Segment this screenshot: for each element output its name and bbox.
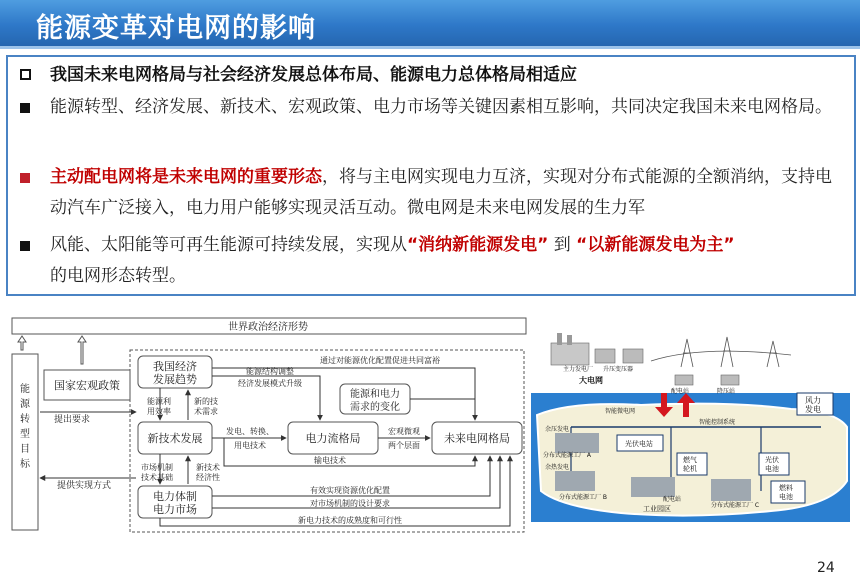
scene-pv-station: 光伏电站 bbox=[625, 440, 653, 448]
tech-label: 新技术发展 bbox=[147, 432, 203, 445]
bullet-pre-text: 风能、太阳能等可再生能源可持续发展，实现从 bbox=[50, 235, 407, 255]
scene-dist: 配电站 bbox=[663, 496, 682, 503]
grid-factors-diagram bbox=[10, 312, 530, 534]
economy-label: 发展趋势 bbox=[153, 373, 197, 386]
energy-target-box bbox=[12, 354, 38, 530]
demand-label: 能源和电力 bbox=[350, 389, 400, 400]
energy-target-char: 转 bbox=[20, 414, 30, 425]
efficiency-label: 能源利 bbox=[147, 397, 171, 406]
macro-micro-label: 宏观微观 bbox=[388, 427, 420, 436]
scene-dist-sub: 配电站 bbox=[671, 388, 690, 395]
provide-way-label: 提供实现方式 bbox=[56, 481, 112, 491]
structure-label: 能源结构调整 bbox=[246, 367, 294, 376]
world-situation-label: 世界政治经济形势 bbox=[228, 322, 308, 333]
generation-label: 用电技术 bbox=[234, 441, 266, 450]
scene-wind: 风力 bbox=[805, 396, 821, 405]
macro-micro-label: 两个层面 bbox=[388, 441, 420, 450]
energy-target-char: 源 bbox=[20, 399, 30, 410]
energy-target-char: 型 bbox=[20, 429, 30, 440]
highlight-text: “消纳新能源发电” bbox=[407, 235, 549, 255]
scene-micro: 智能微电网 bbox=[605, 408, 636, 415]
bullet-text bbox=[50, 230, 840, 292]
requirement-label: 提出要求 bbox=[53, 415, 91, 425]
scene-step-up: 升压变压器 bbox=[603, 366, 634, 373]
scene-factory-c: 分布式能源工厂 C bbox=[711, 502, 760, 509]
filled-square-icon bbox=[20, 173, 30, 183]
filled-square-icon bbox=[20, 103, 30, 113]
mechanism-label: 技术基础 bbox=[141, 473, 173, 482]
bullet-rest-text: ，将与主电网实现电力互济，实现对分布式能源的全额消纳，支持电动汽车广泛接入，电力用户能够实现灵活互动。微电网是未来电网发展的生力军 bbox=[50, 167, 832, 218]
scene-big-grid: 大电网 bbox=[579, 376, 603, 385]
scene-step-down: 降压站 bbox=[717, 388, 736, 395]
smart-grid-illustration bbox=[531, 331, 850, 522]
highlight-text: 主动配电网将是未来电网的重要形态 bbox=[50, 167, 322, 187]
new-tech-economy-label: 经济性 bbox=[196, 473, 220, 482]
design-label: 对市场机制的设计要求 bbox=[310, 499, 390, 508]
market-label: 电力体制 bbox=[153, 490, 197, 503]
new-requirement-label: 术需求 bbox=[194, 407, 218, 416]
bullet-box bbox=[6, 55, 856, 296]
filled-square-icon bbox=[20, 241, 30, 251]
title-bar bbox=[0, 0, 860, 46]
mechanism-label: 市场机制 bbox=[141, 463, 173, 472]
highlight-text: “以新能源发电为主” bbox=[576, 235, 735, 255]
economy-label: 我国经济 bbox=[153, 360, 197, 373]
optimize-label: 通过对能源优化配置促进共同富裕 bbox=[320, 356, 440, 365]
effective-label: 有效实现资源优化配置 bbox=[310, 486, 390, 495]
transmission-label: 输电技术 bbox=[314, 456, 346, 465]
energy-target-char: 标 bbox=[20, 459, 30, 470]
market-label: 电力市场 bbox=[153, 503, 197, 516]
bullet-post-text: 的电网形态转型。 bbox=[50, 266, 186, 286]
scene-pv-cell: 光伏 bbox=[765, 456, 779, 464]
bullet-text: 我国未来电网格局与社会经济发展总体布局、能源电力总体格局相适应 bbox=[50, 65, 577, 85]
scene-rest-gen: 余压发电 bbox=[545, 426, 570, 433]
grid-label: 未来电网格局 bbox=[444, 432, 510, 445]
scene-wind: 发电 bbox=[805, 405, 821, 414]
scene-factory-b: 分布式能源工厂 B bbox=[559, 494, 608, 501]
efficiency-label: 用效率 bbox=[147, 407, 171, 416]
new-tech-economy-label: 新技术 bbox=[196, 463, 220, 472]
generation-label: 发电、转换、 bbox=[226, 427, 274, 436]
slide-title: 能源变革对电网的影响 bbox=[36, 13, 316, 44]
energy-target-char: 能 bbox=[20, 384, 30, 395]
hollow-square-icon bbox=[20, 69, 31, 80]
energy-target-char: 目 bbox=[20, 444, 30, 455]
scene-gas: 燃气 bbox=[683, 456, 697, 464]
title-underline bbox=[0, 46, 860, 49]
macro-policy-label: 国家宏观政策 bbox=[54, 379, 120, 392]
scene-factory-a: 分布式能源工厂 A bbox=[543, 452, 592, 459]
scene-gas: 轮机 bbox=[683, 465, 697, 473]
new-requirement-label: 新的技 bbox=[194, 397, 218, 406]
page-number: 24 bbox=[817, 560, 835, 576]
scene-fuel-cell: 燃料 bbox=[779, 484, 793, 492]
scene-fuel-cell: 电池 bbox=[779, 493, 793, 501]
scene-main-gen: 主力发电厂 bbox=[563, 366, 594, 373]
scene-control: 智能控制系统 bbox=[699, 419, 736, 426]
bullet-text: 能源转型、经济发展、新技术、宏观政策、电力市场等关键因素相互影响，共同决定我国未来电网格局。 bbox=[50, 97, 832, 117]
bullet-text bbox=[50, 162, 840, 224]
scene-waste-gen: 余热发电 bbox=[545, 464, 570, 471]
mature-label: 新电力技术的成熟度和可行性 bbox=[298, 516, 402, 525]
scene-park: 工业园区 bbox=[643, 505, 671, 513]
bullet-mid-text: 到 bbox=[553, 235, 571, 255]
mode-label: 经济发展模式升级 bbox=[238, 379, 302, 388]
scene-pv-cell: 电池 bbox=[765, 465, 779, 473]
flow-label: 电力流格局 bbox=[305, 432, 361, 445]
demand-label: 需求的变化 bbox=[350, 402, 400, 413]
